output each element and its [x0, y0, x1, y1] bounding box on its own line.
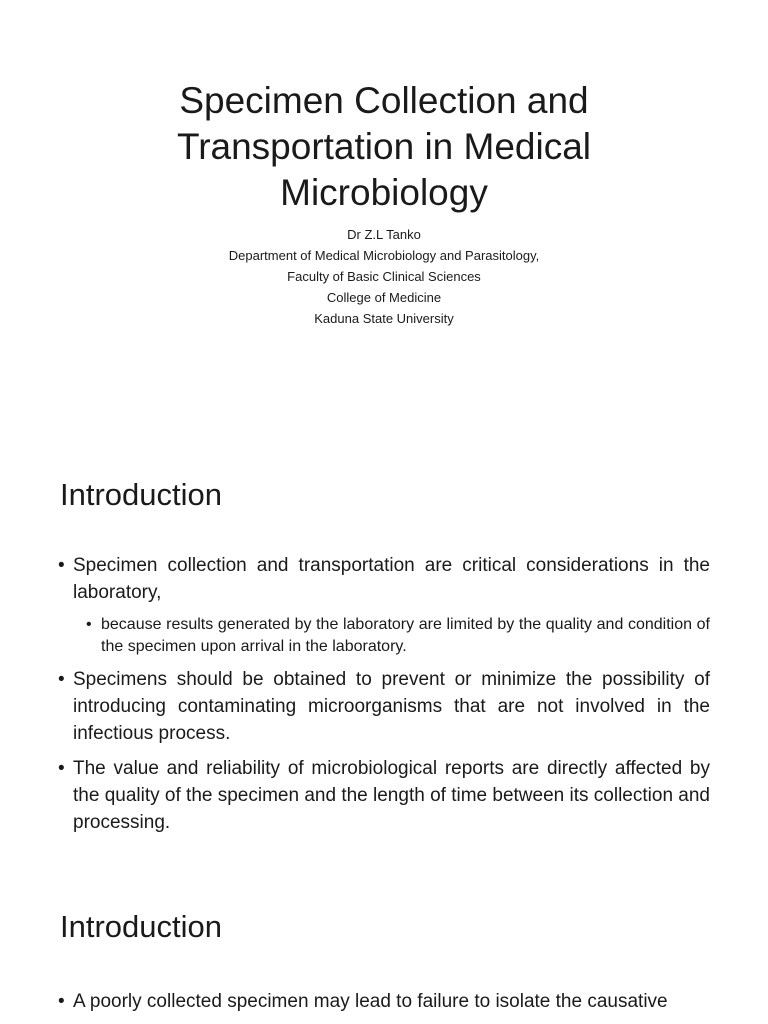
slide-heading: Introduction: [60, 909, 222, 944]
introduction-slide: [0, 430, 768, 850]
title-line: Transportation in Medical: [176, 126, 592, 167]
sub-bullet-text: because results generated by the laboratory are limited by the quality and condition of the specimen upon arrival in the laboratory.: [101, 616, 710, 655]
title-line: Microbiology: [280, 172, 488, 213]
author-name: Dr Z.L Tanko: [347, 227, 421, 242]
bullet-icon: •: [58, 669, 65, 690]
affiliation-line: Faculty of Basic Clinical Sciences: [287, 269, 481, 284]
affiliation-line: Department of Medical Microbiology and Parasitology,: [228, 248, 540, 263]
bullet-icon: •: [58, 555, 65, 576]
sub-bullet-item: [86, 614, 710, 658]
introduction-slide-continued: [0, 862, 768, 1024]
bullet-item: [58, 552, 710, 606]
bullet-icon: •: [86, 616, 92, 633]
title-slide: [0, 0, 768, 430]
bullet-icon: •: [58, 991, 65, 1012]
bullet-item: [58, 666, 710, 747]
sub-bullet-container: [58, 614, 710, 658]
bullet-list: [58, 988, 710, 1023]
bullet-item: [58, 988, 710, 1015]
affiliation-line: Kaduna State University: [314, 311, 454, 326]
affiliation-line: College of Medicine: [326, 290, 442, 305]
presentation-title: [84, 78, 684, 216]
bullet-text: A poorly collected specimen may lead to failure to isolate the causative: [73, 991, 668, 1012]
author-block: [134, 224, 634, 329]
bullet-text: Specimens should be obtained to prevent or minimize the possibility of introducing contaminating microorganisms that are not involved in the infectious process.: [73, 669, 710, 744]
bullet-icon: •: [58, 758, 65, 779]
sub-bullet-list: [86, 614, 710, 658]
bullet-text: Specimen collection and transportation are critical considerations in the laboratory,: [73, 555, 710, 603]
bullet-item: [58, 755, 710, 836]
bullet-list: [58, 552, 710, 844]
slide-heading: Introduction: [60, 477, 222, 512]
bullet-text: The value and reliability of microbiological reports are directly affected by the quality of the specimen and the length of time between its collection and processing.: [73, 758, 710, 833]
title-line: Specimen Collection and: [179, 80, 589, 121]
